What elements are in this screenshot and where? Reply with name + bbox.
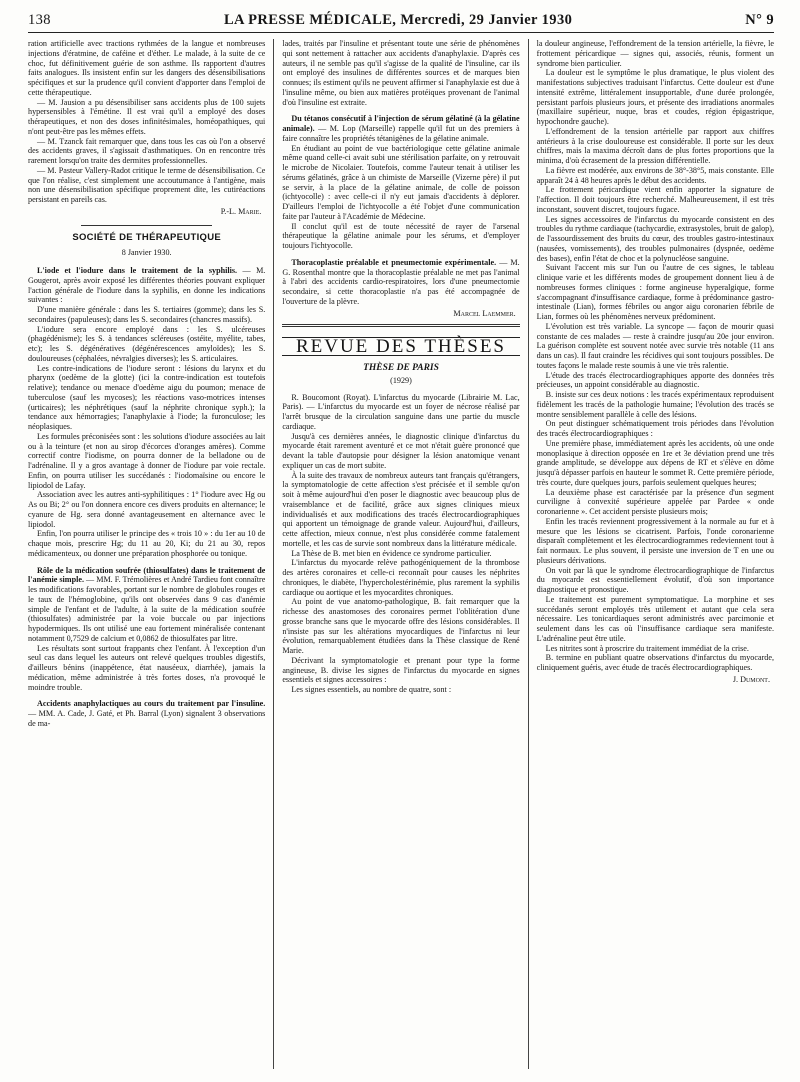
section-divider bbox=[81, 225, 212, 226]
paragraph: Les nitrites sont à proscrire du traitement immédiat de la crise. bbox=[545, 643, 749, 653]
column-1 bbox=[28, 39, 265, 1069]
paragraph: La deuxième phase est caractérisée par la présence d'un segment curviligne à convexité supérieure appelée par Pardee « onde coronarienne ». Cet accident persiste plusieurs mois; bbox=[536, 487, 774, 516]
paragraph: — M. Lop (Marseille) rappelle qu'il fut un des premiers à faire connaître les propriétés tétanigènes de la gélatine animale. bbox=[282, 124, 520, 143]
paragraph: L'étude des tracés électrocardiographiques apporte des données très précieuses, un appoint considérable au diagnostic. bbox=[536, 370, 774, 390]
page-number: 138 bbox=[28, 12, 51, 28]
paragraph: — MM. A. Cade, J. Gaté, et Ph. Barral (Lyon) signalent 3 observations de ma- bbox=[28, 709, 266, 728]
paragraph: Une première phase, immédiatement après les accidents, où une onde monoplasique à direction opposée en 1re et 3e déviation prend une très grande amplitude, se développe aux dépens de RT et s'élève en dôme jusqu'à dépasser parfois en hauteur le sommet R. Cette première période, très courte, dure quelques jours, parfois seulement quelques heures; bbox=[536, 438, 774, 487]
article-title: L'iode et l'iodure dans le traitement de la syphilis. bbox=[37, 266, 238, 275]
paragraph: On voit par là que le syndrome électrocardiographique de l'infarctus du myocarde est essentiellement évolutif, d'où son importance diagnostique et pronostique. bbox=[536, 565, 774, 594]
paragraph: À la suite des travaux de nombreux auteurs tant français qu'étrangers, la symptomatologie de cette affection s'est précisée et il semble qu'on soit à même aujourd'hui d'en poser le diagnostic avec beaucoup plus de vraisemblance et de facilité, grâce aux signes cliniques mieux individualisés et aux modifications des tracés électrocardiographiques qui apportent un témoignage de grande valeur. Aujourd'hui, d'ailleurs, cette affection, mieux connue, n'est plus considérée comme fatalement mortelle, et les cas de survie sont nombreux dans la littérature médicale. bbox=[282, 470, 520, 548]
paragraph: — M. G. Rosenthal montre que la thoracoplastie préalable ne met pas l'animal à l'abri des accidents cardio-respiratoires, lors d'une pneumectomie secondaire, si cette thoracoplastie n'a pas été accompagnée de l'ouverture de la plèvre. bbox=[282, 257, 520, 306]
paragraph: Enfin les tracés reviennent progressivement à la normale au fur et à mesure que les lésions se cicatrisent. Parfois, l'onde coronarienne disparaît complètement et les électrocardiogrammes redeviennent tout à fait normaux. Le plus souvent, il persiste une inversion de T en une ou plusieurs dérivations. bbox=[536, 516, 774, 565]
paragraph: L'effondrement de la tension artérielle par rapport aux chiffres antérieurs à la crise douloureuse est considérable. Il porte sur les deux chiffres, mais la maxima décroît dans de plus fortes proportions que la minima, d'où écrasement de la pression différentielle. bbox=[536, 126, 774, 165]
paragraph: Jusqu'à ces dernières années, le diagnostic clinique d'infarctus du myocarde était rarement aventuré et ce mot n'était guère prononcé que devant la table d'autopsie pour désigner la lésion anatomique venant expliquer un cas de mort subite. bbox=[282, 431, 520, 470]
paragraph: Les signes accessoires de l'infarctus du myocarde consistent en des troubles du rythme cardiaque (tachycardie, extrasystoles, bruit de galop), de l'assourdissement des bruits du cœur, des troubles gastro-intestinaux (nausées, vomissements), des troubles pulmonaires (dyspnée, oedème des bases), enfin l'état de choc et la polynucléose sanguine. bbox=[536, 214, 774, 263]
paragraph: Le traitement est purement symptomatique. La morphine et ses succédanés seront employés très utilement et autant que cela sera nécessaire. Les tonicardiaques seront administrés avec parcimonie et seulement dans les cas où l'insuffisance cardiaque sera manifeste. L'adrénaline peut être utile. bbox=[536, 594, 774, 643]
section-title: SOCIÉTÉ DE THÉRAPEUTIQUE bbox=[72, 231, 221, 243]
paragraph: L'iodure sera encore employé dans : les S. ulcéreuses (phagédénisme); les S. à tendances scléreuses (ostéite, myélite, tabes, etc); les S. dégénératives (dégénérescences amyloïdes); les S. douloureuses (céphalées, névralgies diverses); les S. articulaires. bbox=[28, 324, 266, 363]
article-title: Rôle de la médication soufrée (thiosulfates) dans le traitement de l'anémie simple. bbox=[28, 565, 266, 585]
paragraph: R. Boucomont (Royat). L'infarctus du myocarde (Librairie M. Lac, Paris). — L'infarctus du myocarde est un foyer de nécrose réalisé par l'arrêt brusque de la circulation sanguine dans une partie du muscle cardiaque. bbox=[282, 392, 520, 431]
paragraph: En étudiant au point de vue bactériologique cette gélatine animale même quand celle-ci avait subi une stérilisation parfaite, on y retrouvait le microbe de Nicolaier. Toutefois, comme l'auteur tenait à utiliser les sérums gélatinés, grâce à un chimiste de Marseille (Vizerne père) il put se servir, à la place de la gélatine animale, de colle de poisson (ichtyocolle) : avec celle-ci il n'y eut jamais d'accidents à déplorer. D'ailleurs l'emploi de l'ichtyocolle a été l'objet d'une communication faite par l'auteur à l'Académie de Médecine. bbox=[282, 143, 520, 221]
article-title: Du tétanos consécutif à l'injection de sérum gélatiné (à la gélatine animale). bbox=[282, 114, 520, 133]
section-date: 8 Janvier 1930. bbox=[121, 248, 172, 258]
paragraph: B. termine en publiant quatre observations d'infarctus du myocarde, cliniquement guéris, avec étude de tracés électrocardiographiques. bbox=[536, 653, 774, 672]
paragraph: B. insiste sur ces deux notions : les tracés expérimentaux reproduisent fidèlement les tracés de la pathologie humaine; l'évolution des tracés se montre sensiblement parallèle à celle des lésions. bbox=[536, 390, 774, 419]
article-title: Thoracoplastie préalable et pneumectomie expérimentale. bbox=[291, 257, 497, 267]
journal-title: LA PRESSE MÉDICALE, Mercredi, 29 Janvier 1930 bbox=[223, 12, 573, 28]
section-divider bbox=[282, 324, 519, 327]
paragraph: Association avec les autres anti-syphilitiques : 1° l'iodure avec Hg ou As ou Bi; 2° ou l'on donnera encore ces divers produits en alternance; le cyanure de Hg. sera donné avantageusement en alternance avec le lipiodol. bbox=[28, 490, 266, 529]
paragraph: D'une manière générale : dans les S. tertiaires (gomme); dans les S. secondaires (papuleuses); dans les S. secondaires (chancres massifs). bbox=[28, 305, 266, 324]
paragraph: — M. Gougerot, après avoir exposé les différentes théories pouvant expliquer l'action générale de l'iodure dans la syphilis, en donne les indications suivantes : bbox=[28, 266, 266, 305]
signature: Marcel Laemmer. bbox=[453, 308, 516, 318]
paragraph: — MM. F. Trémolières et André Tardieu font connaître les modifications favorables, portant sur le nombre de globules rouges et le taux de l'hémoglobine, qu'ils ont observées dans 9 cas d'anémie simple de l'enfant et de l'adulte, à la suite de la médication soufrée (thiosulfates) administrée par la voie buccale ou par injections hypodermiques. Ils ont utilisé une eau fortement minéralisée contenant notamment 0,7529 de calcium et 0,0862 de thiosulfates par litre. bbox=[28, 575, 266, 643]
article-title: Accidents anaphylactiques au cours du traitement par l'insuline. bbox=[37, 699, 266, 709]
paragraph: Enfin, l'on pourra utiliser le principe des « trois 10 » : du 1er au 10 de chaque mois, prescrire Hg; du 11 au 20, Ki; du 21 au 30, repos médicamenteux, ou donner une préparation phosphorée ou tonique. bbox=[28, 529, 266, 558]
issue-number: N° 9 bbox=[745, 12, 774, 28]
subsection-title: THÈSE DE PARIS bbox=[363, 363, 439, 373]
paragraph: Au point de vue anatomo-pathologique, B. fait remarquer que la richesse des anastomoses des coronaires permet l'oblitération d'une grosse branche sans que le myocarde offre des lésions considérables. Il n'insiste pas sur les altérations myocardiques de l'infarctus ni leur évolution, remarquablement étudiées dans la Thèse classique de René Marie. bbox=[282, 597, 520, 655]
paragraph: la douleur angineuse, l'effondrement de la tension artérielle, la fièvre, le frottement péricardique — signes qui, associés, réunis, forment un syndrome bien particulier. bbox=[536, 39, 774, 68]
paragraph: — M. Pasteur Vallery-Radot critique le terme de désensibilisation. Ce que l'on réalise, c'est simplement une accoutumance à l'antigène, mais non une désensibilisation spécifique proprement dite, les cutiréactions persistant en pareils cas. bbox=[28, 165, 266, 204]
column-2 bbox=[273, 39, 519, 1069]
paragraph: Les signes essentiels, au nombre de quatre, sont : bbox=[291, 685, 452, 694]
paragraph: La douleur est le symptôme le plus dramatique, le plus violent des manifestations subjectives traduisant l'infarctus. Cette douleur est d'une intensité extrême, littéralement insupportable, d'une durée prolongée, persistant parfois plusieurs jours, et présente des irradiations anormales (maxillaire supérieur, nuque, bras et coudes, région épigastrique, hypochondre gauche). bbox=[536, 68, 774, 126]
section-heading: REVUE DES THÈSES bbox=[282, 337, 519, 356]
paragraph: Les résultats sont surtout frappants chez l'enfant. À l'exception d'un seul cas dans lequel les auteurs ont relevé quelques troubles digestifs, d'ailleurs bénins (inappétence, état nauséeux, diarrhée), jamais la médication, même administrée à très fortes doses, n'a provoqué le moindre trouble. bbox=[28, 643, 266, 692]
paragraph: Suivant l'accent mis sur l'un ou l'autre de ces signes, le tableau clinique varie et les différents modes de groupement donnent lieu à de nombreuses formes cliniques : forme angineuse hyperalgique, forme s'accompagnant d'insuffisance cardiaque, forme à prédominance gastro-intestinale (Lian), formes fébriles ou angor aigu coronarien fébrile de Lian, formes où les phénomènes nerveux prédominent. bbox=[536, 263, 774, 321]
paragraph: — M. Tzanck fait remarquer que, dans tous les cas où l'on a observé des accidents graves, il s'agissait d'asthmatiques. On en rencontre très rarement lorsqu'on traite des dermites professionnelles. bbox=[28, 136, 266, 165]
paragraph: La Thèse de B. met bien en évidence ce syndrome particulier. bbox=[291, 548, 492, 558]
signature: J. Dumont. bbox=[732, 674, 770, 684]
paragraph: — M. Jausion a pu désensibiliser sans accidents plus de 100 sujets hypersensibles à l'émétine. Il est vrai qu'il a employé des doses thérapeutiques, et non des doses infinitésimales, homéopathiques, qui n'ont peut-être pas les mêmes effets. bbox=[28, 97, 266, 136]
paragraph: lades, traités par l'insuline et présentant toute une série de phénomènes qui sont nettement à rattacher aux accidents d'anaphylaxie. D'après ces auteurs, il ne semble pas qu'il s'agisse de la qualité de l'insuline, car ils ont employé des insulines de différentes sources et de marques bien connues; ils estiment qu'ils ne peuvent affirmer si l'anaphylaxie est due à l'insuline même, ou bien aux matières protéiques provenant de l'animal d'où l'insuline est extraite. bbox=[282, 39, 520, 107]
paragraph: ration artificielle avec tractions rythmées de la langue et nombreuses injections d'ératmine, de caféine et d'éther. Le malade, à la suite de ce choc, fut définitivement guérie de son asthme. Ils rapportent d'autres faits analogues. Ils insistent enfin sur les dangers des désensibilisations spécifiques et sur la prudence qu'il convient d'apporter dans l'emploi de cette thérapeutique. bbox=[28, 39, 266, 97]
paragraph: Il conclut qu'il est de toute nécessité de rayer de l'arsenal thérapeutique la gélatine animale pour les sérums, et d'employer toujours l'ichtyocolle. bbox=[282, 221, 520, 250]
paragraph: Les formules préconisées sont : les solutions d'iodure associées au lait ou à la teinture (et non au sirop d'écorces d'oranges amères). Comme correctif contre l'iodisme, on pourra donner de la belladone ou de l'adrénaline. Il y a gros avantage à donner de l'iodure par voie rectale. Enfin, on pourra utiliser les succédanés : l'iodomaïsine ou encore le lipiodol de Lafay. bbox=[28, 431, 266, 490]
subsection-year: (1929) bbox=[390, 375, 412, 385]
paragraph: Le frottement péricardique vient enfin apporter la signature de l'affection. Il doit toujours être recherché. Malheureusement, il est très inconstant, souvent discret, toujours fugace. bbox=[536, 185, 774, 214]
signature: P.-L. Marie. bbox=[220, 206, 262, 216]
paragraph: On peut distinguer schématiquement trois périodes dans l'évolution des tracés électrocardiographiques : bbox=[536, 419, 774, 438]
paragraph: L'infarctus du myocarde relève pathogéniquement de la thrombose des artères coronaires et celle-ci reconnaît pour causes les néphrites chroniques, le diabète, l'hypercholestérinémie, plus rarement la syphilis cardiaque ou aortique et les myocardites chroniques. bbox=[282, 558, 520, 597]
paragraph: L'évolution est très variable. La syncope — façon de mourir quasi constante de ces malades — reste à craindre jusqu'au 20e jour environ. La guérison complète est souvent notée avec survie très notable (11 ans dans un cas). Il faut craindre les récidives qui sont toujours possibles. De toutes façons le malade reste soumis à une vie très ralentie. bbox=[536, 321, 774, 370]
column-3 bbox=[528, 39, 774, 1069]
paragraph: Décrivant la symptomatologie et prenant pour type la forme angineuse, B. divise les signes de l'infarctus du myocarde en signes essentiels et signes accessoires : bbox=[282, 655, 520, 685]
paragraph: Les contre-indications de l'iodure seront : lésions du larynx et du pharynx (oedème de la glotte) (ici la contre-indication est toutefois relative); tendance ou menace d'oedème aigu du poumon; menace de tuberculose (sauf les mycoses); les réactions vaso-motrices intenses (urticaires); les néphrétiques (sauf la néphrite chronique syph.); la tendance aux hémorragies; l'anaphylaxie à l'iode; la furonculose; les néoplasiques. bbox=[28, 363, 266, 431]
page-header bbox=[28, 12, 774, 33]
paragraph: La fièvre est modérée, aux environs de 38°-38°5, mais constante. Elle apparaît 24 à 48 heures après le début des accidents. bbox=[536, 165, 774, 185]
